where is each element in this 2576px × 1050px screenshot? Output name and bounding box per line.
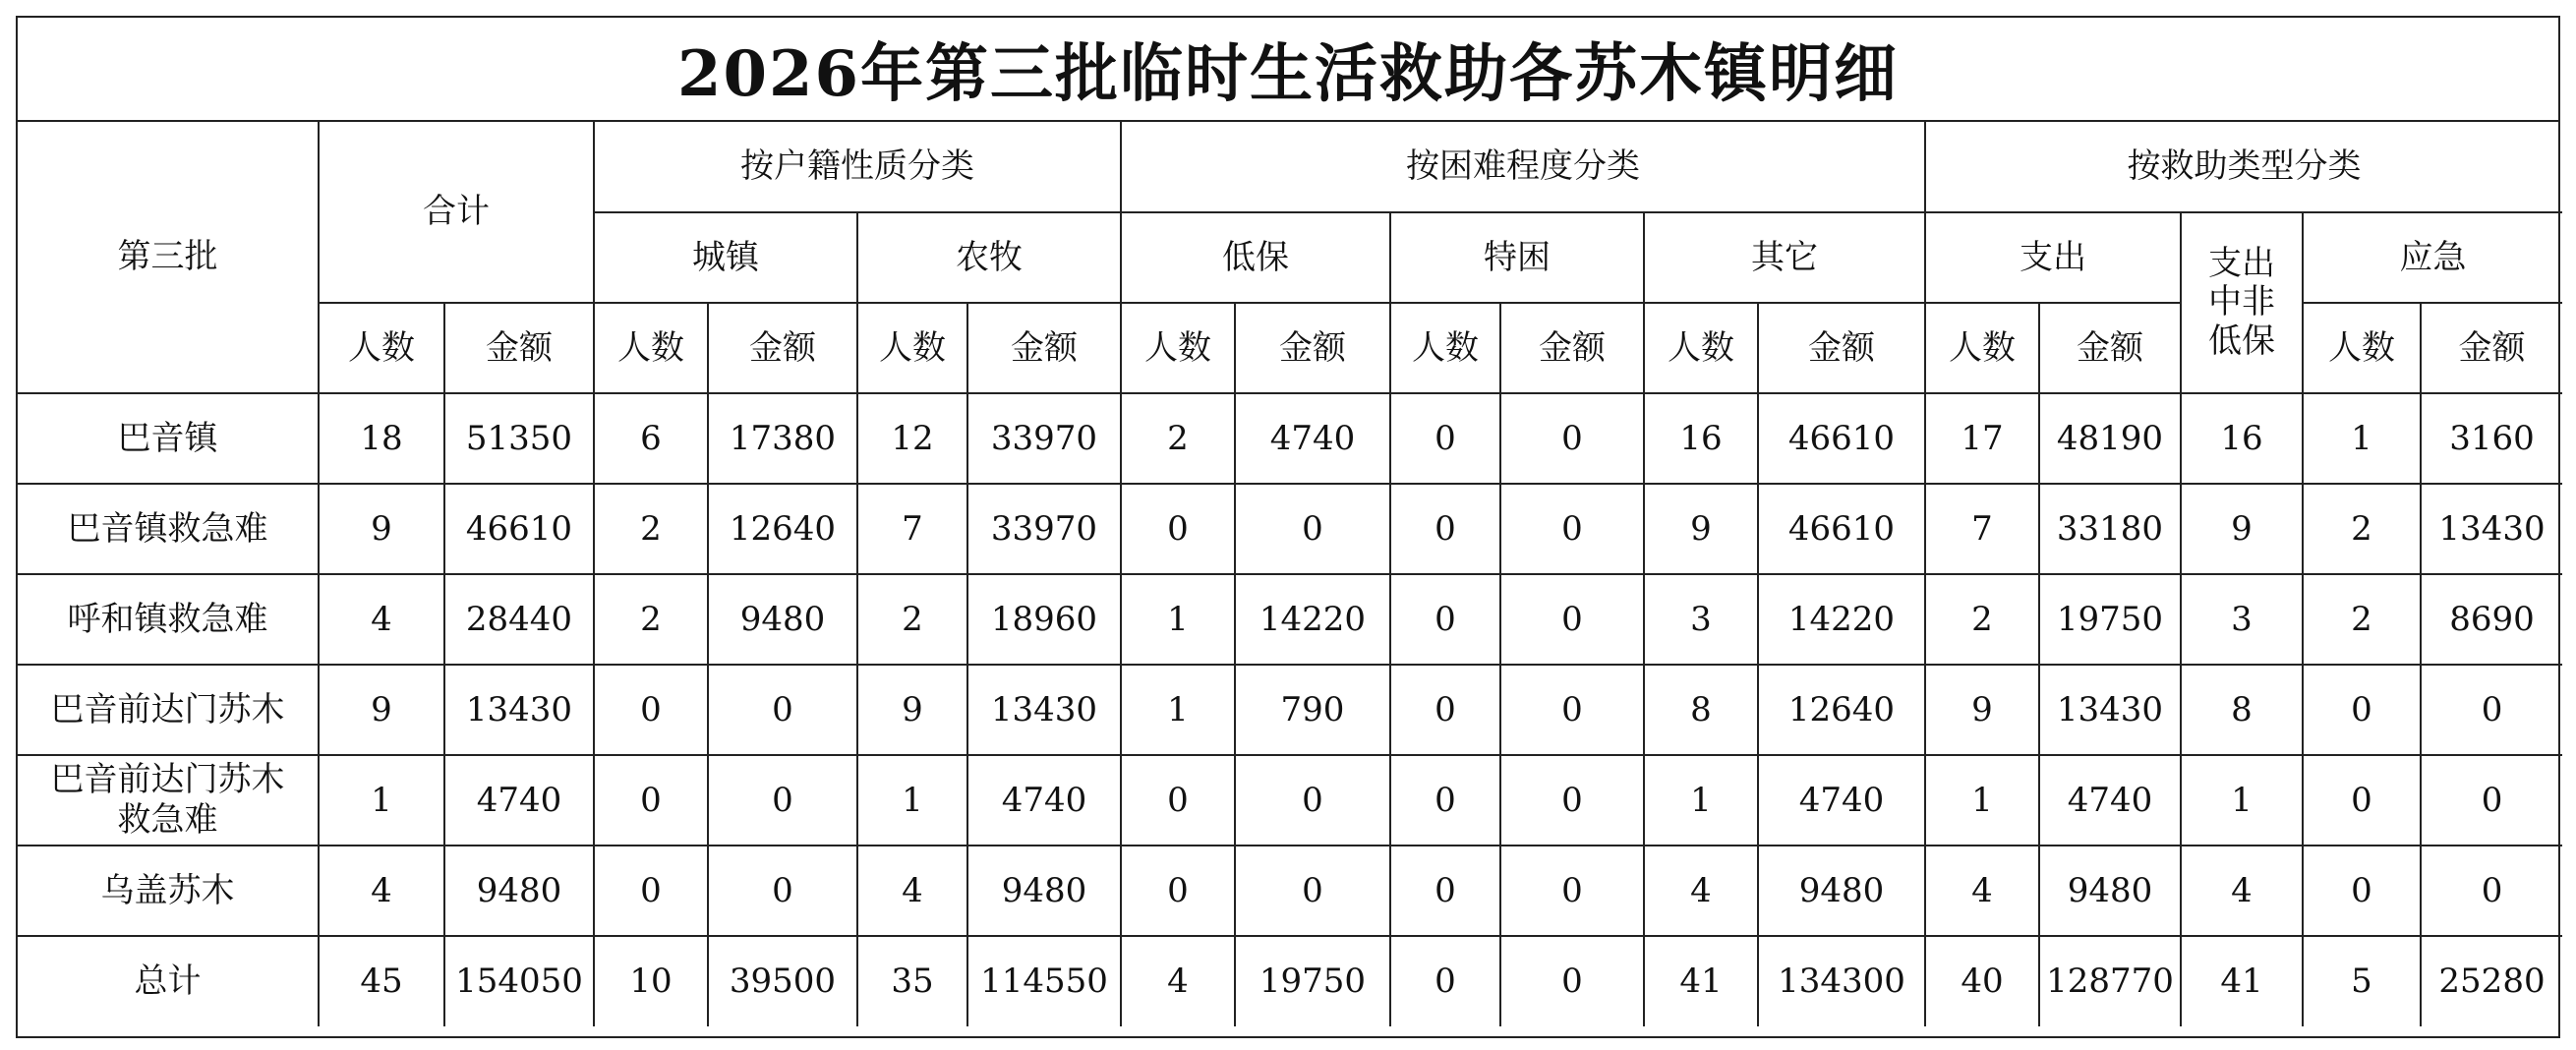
table-cell: 0 bbox=[1500, 665, 1644, 755]
table-cell: 1 bbox=[857, 755, 967, 846]
table-row bbox=[18, 936, 2562, 1026]
household-group-header: 按户籍性质分类 bbox=[594, 122, 1121, 212]
aid-group-header: 按救助类型分类 bbox=[1925, 122, 2562, 212]
table-cell: 1 bbox=[1925, 755, 2039, 846]
table-cell: 9 bbox=[319, 484, 444, 574]
table-row bbox=[18, 574, 2562, 665]
other-amount-header: 金额 bbox=[1758, 303, 1925, 393]
table-cell: 13430 bbox=[967, 665, 1121, 755]
table-cell: 40 bbox=[1925, 936, 2039, 1026]
table-cell: 1 bbox=[2181, 755, 2303, 846]
table-cell: 51350 bbox=[444, 393, 594, 484]
urban-header: 城镇 bbox=[594, 212, 857, 303]
table-cell: 0 bbox=[1235, 846, 1390, 936]
table-cell: 2 bbox=[857, 574, 967, 665]
table-cell: 9480 bbox=[444, 846, 594, 936]
table-cell: 28440 bbox=[444, 574, 594, 665]
table-cell: 790 bbox=[1235, 665, 1390, 755]
table-cell: 3160 bbox=[2421, 393, 2562, 484]
page-title: 2026年第三批临时生活救助各苏木镇明细 bbox=[18, 18, 2558, 122]
expense-amount-header: 金额 bbox=[2039, 303, 2181, 393]
table-cell: 4 bbox=[319, 846, 444, 936]
table-cell: 7 bbox=[857, 484, 967, 574]
table-cell: 0 bbox=[1500, 484, 1644, 574]
table-cell: 4 bbox=[1644, 846, 1758, 936]
table-cell: 13430 bbox=[444, 665, 594, 755]
table-cell: 12 bbox=[857, 393, 967, 484]
table-cell: 0 bbox=[1500, 393, 1644, 484]
table-cell: 33970 bbox=[967, 393, 1121, 484]
table-cell: 7 bbox=[1925, 484, 2039, 574]
table-cell: 4740 bbox=[967, 755, 1121, 846]
table-cell: 8690 bbox=[2421, 574, 2562, 665]
table-cell: 9480 bbox=[1758, 846, 1925, 936]
row-name-cell: 呼和镇救急难 bbox=[18, 574, 319, 665]
rural-header: 农牧 bbox=[857, 212, 1121, 303]
table-row bbox=[18, 846, 2562, 936]
table-cell: 9 bbox=[857, 665, 967, 755]
table-cell: 1 bbox=[2303, 393, 2421, 484]
table-cell: 9 bbox=[319, 665, 444, 755]
table-cell: 3 bbox=[2181, 574, 2303, 665]
table-cell: 2 bbox=[2303, 484, 2421, 574]
table-cell: 2 bbox=[1925, 574, 2039, 665]
table-cell: 33180 bbox=[2039, 484, 2181, 574]
table-cell: 14220 bbox=[1758, 574, 1925, 665]
table-cell: 19750 bbox=[2039, 574, 2181, 665]
table-cell: 9 bbox=[1925, 665, 2039, 755]
table-cell: 1 bbox=[319, 755, 444, 846]
table-cell: 0 bbox=[594, 755, 708, 846]
row-name-cell: 总计 bbox=[18, 936, 319, 1026]
emergency-header: 应急 bbox=[2303, 212, 2562, 303]
table-cell: 17380 bbox=[708, 393, 857, 484]
table-cell: 5 bbox=[2303, 936, 2421, 1026]
table-cell: 48190 bbox=[2039, 393, 2181, 484]
table-cell: 16 bbox=[2181, 393, 2303, 484]
tekun-header: 特困 bbox=[1390, 212, 1644, 303]
table-cell: 9480 bbox=[967, 846, 1121, 936]
table-cell: 0 bbox=[594, 846, 708, 936]
table-cell: 9480 bbox=[2039, 846, 2181, 936]
table-cell: 1 bbox=[1121, 665, 1235, 755]
table-cell: 0 bbox=[2303, 846, 2421, 936]
table-cell: 4740 bbox=[444, 755, 594, 846]
table-cell: 45 bbox=[319, 936, 444, 1026]
table-cell: 4 bbox=[857, 846, 967, 936]
table-cell: 0 bbox=[708, 665, 857, 755]
expense-non-dibao-header bbox=[2181, 212, 2303, 393]
table-cell: 4 bbox=[1925, 846, 2039, 936]
row-name-cell: 巴音前达门苏木 bbox=[18, 665, 319, 755]
table-cell: 114550 bbox=[967, 936, 1121, 1026]
total-amount-header: 金额 bbox=[444, 303, 594, 393]
table-cell: 17 bbox=[1925, 393, 2039, 484]
table-cell: 4740 bbox=[2039, 755, 2181, 846]
other-persons-header: 人数 bbox=[1644, 303, 1758, 393]
table-cell: 8 bbox=[1644, 665, 1758, 755]
table-cell: 13430 bbox=[2039, 665, 2181, 755]
table-cell: 19750 bbox=[1235, 936, 1390, 1026]
table-cell: 0 bbox=[1390, 665, 1500, 755]
row-name-cell: 巴音前达门苏木救急难 bbox=[18, 755, 319, 846]
table-cell: 46610 bbox=[1758, 484, 1925, 574]
table-cell: 18960 bbox=[967, 574, 1121, 665]
table-row bbox=[18, 755, 2562, 846]
table-cell: 0 bbox=[1500, 936, 1644, 1026]
table-cell: 41 bbox=[2181, 936, 2303, 1026]
table-cell: 4 bbox=[1121, 936, 1235, 1026]
table-cell: 128770 bbox=[2039, 936, 2181, 1026]
table-cell: 2 bbox=[594, 484, 708, 574]
row-name-cell: 乌盖苏木 bbox=[18, 846, 319, 936]
table-cell: 35 bbox=[857, 936, 967, 1026]
row-name-cell: 巴音镇 bbox=[18, 393, 319, 484]
table-cell: 0 bbox=[1390, 846, 1500, 936]
table-cell: 0 bbox=[1390, 755, 1500, 846]
table-cell: 6 bbox=[594, 393, 708, 484]
table-cell: 16 bbox=[1644, 393, 1758, 484]
table-cell: 12640 bbox=[708, 484, 857, 574]
table-cell: 0 bbox=[1500, 846, 1644, 936]
table-cell: 0 bbox=[2421, 755, 2562, 846]
table-cell: 2 bbox=[1121, 393, 1235, 484]
expense-non-dibao-label: 支出中非低保 bbox=[2207, 244, 2275, 361]
table-cell: 4 bbox=[319, 574, 444, 665]
emergency-amount-header: 金额 bbox=[2421, 303, 2562, 393]
table-cell: 13430 bbox=[2421, 484, 2562, 574]
tekun-persons-header: 人数 bbox=[1390, 303, 1500, 393]
table-cell: 0 bbox=[708, 846, 857, 936]
table-cell: 10 bbox=[594, 936, 708, 1026]
table-cell: 4740 bbox=[1758, 755, 1925, 846]
table-cell: 134300 bbox=[1758, 936, 1925, 1026]
table-cell: 0 bbox=[1121, 846, 1235, 936]
table-cell: 4 bbox=[2181, 846, 2303, 936]
table-cell: 0 bbox=[2421, 846, 2562, 936]
table-cell: 0 bbox=[2303, 755, 2421, 846]
table-row bbox=[18, 665, 2562, 755]
table-row bbox=[18, 393, 2562, 484]
rural-amount-header: 金额 bbox=[967, 303, 1121, 393]
expense-header: 支出 bbox=[1925, 212, 2181, 303]
table-row bbox=[18, 484, 2562, 574]
table-cell: 33970 bbox=[967, 484, 1121, 574]
table-cell: 1 bbox=[1644, 755, 1758, 846]
table-cell: 46610 bbox=[444, 484, 594, 574]
expense-persons-header: 人数 bbox=[1925, 303, 2039, 393]
table-cell: 8 bbox=[2181, 665, 2303, 755]
tekun-amount-header: 金额 bbox=[1500, 303, 1644, 393]
table-cell: 0 bbox=[2421, 665, 2562, 755]
table-cell: 39500 bbox=[708, 936, 857, 1026]
urban-amount-header: 金额 bbox=[708, 303, 857, 393]
urban-persons-header: 人数 bbox=[594, 303, 708, 393]
table-cell: 9480 bbox=[708, 574, 857, 665]
table-cell: 18 bbox=[319, 393, 444, 484]
difficulty-group-header: 按困难程度分类 bbox=[1121, 122, 1925, 212]
total-header: 合计 bbox=[319, 122, 594, 303]
table-cell: 41 bbox=[1644, 936, 1758, 1026]
table-cell: 12640 bbox=[1758, 665, 1925, 755]
dibao-header: 低保 bbox=[1121, 212, 1390, 303]
table-cell: 0 bbox=[1235, 755, 1390, 846]
table-cell: 14220 bbox=[1235, 574, 1390, 665]
table-cell: 3 bbox=[1644, 574, 1758, 665]
row-name-cell: 巴音镇救急难 bbox=[18, 484, 319, 574]
table-cell: 0 bbox=[1390, 484, 1500, 574]
data-table bbox=[18, 122, 2562, 1026]
table-cell: 0 bbox=[1235, 484, 1390, 574]
total-persons-header: 人数 bbox=[319, 303, 444, 393]
table-cell: 46610 bbox=[1758, 393, 1925, 484]
table-cell: 1 bbox=[1121, 574, 1235, 665]
dibao-persons-header: 人数 bbox=[1121, 303, 1235, 393]
table-cell: 0 bbox=[1390, 393, 1500, 484]
rural-persons-header: 人数 bbox=[857, 303, 967, 393]
table-cell: 2 bbox=[594, 574, 708, 665]
report-sheet bbox=[16, 16, 2560, 1038]
table-cell: 0 bbox=[1500, 755, 1644, 846]
table-cell: 9 bbox=[2181, 484, 2303, 574]
table-cell: 0 bbox=[708, 755, 857, 846]
table-cell: 9 bbox=[1644, 484, 1758, 574]
table-cell: 25280 bbox=[2421, 936, 2562, 1026]
table-cell: 154050 bbox=[444, 936, 594, 1026]
other-header: 其它 bbox=[1644, 212, 1925, 303]
table-cell: 0 bbox=[1390, 936, 1500, 1026]
table-cell: 0 bbox=[1121, 755, 1235, 846]
row-label-header: 第三批 bbox=[18, 122, 319, 393]
emergency-persons-header: 人数 bbox=[2303, 303, 2421, 393]
table-cell: 0 bbox=[1390, 574, 1500, 665]
table-cell: 0 bbox=[2303, 665, 2421, 755]
table-cell: 4740 bbox=[1235, 393, 1390, 484]
table-cell: 0 bbox=[1121, 484, 1235, 574]
table-cell: 2 bbox=[2303, 574, 2421, 665]
table-cell: 0 bbox=[1500, 574, 1644, 665]
dibao-amount-header: 金额 bbox=[1235, 303, 1390, 393]
table-cell: 0 bbox=[594, 665, 708, 755]
